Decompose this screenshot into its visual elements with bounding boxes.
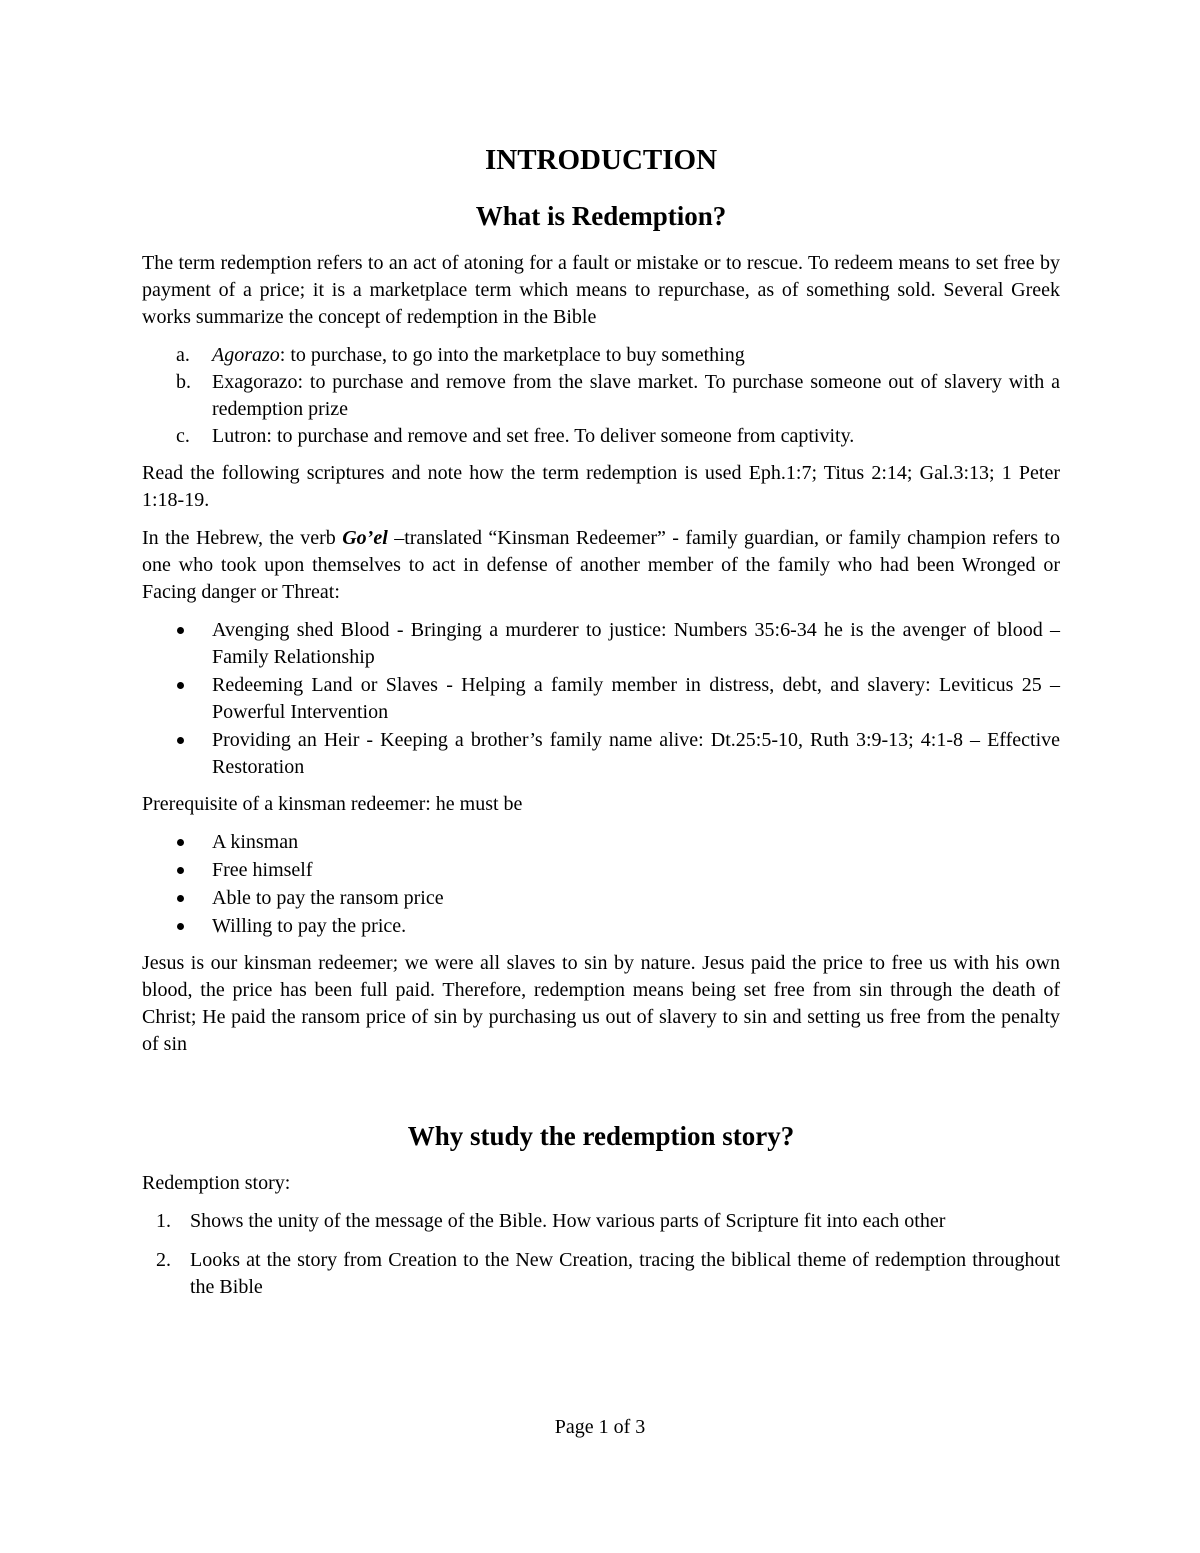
bullet-icon [177,627,184,634]
list-item [142,423,1060,450]
redemption-definition-paragraph: The term redemption refers to an act of atoning for a fault or mistake or to rescue. To redeem means to set free by payment of a price; it is a marketplace term which means to repurchase, as of something sold. Several Greek works summarize the concept of redemption in the Bible [142,252,1060,328]
list-item-text: Redeeming Land or Slaves - Helping a family member in distress, debt, and slavery: Leviticus 25 – Powerful Intervention [212,674,1060,723]
greek-terms-list [142,342,1060,450]
kinsman-roles-list [142,617,1060,781]
list-marker: a. [176,344,190,366]
list-item-text: : to purchase, to go into the marketplace to buy something [279,344,745,366]
list-item-text: Looks at the story from Creation to the New Creation, tracing the biblical theme of redemption throughout the Bible [190,1249,1060,1298]
paragraph-text: In the Hebrew, the verb [142,527,343,549]
list-item-text: Providing an Heir - Keeping a brother’s family name alive: Dt.25:5-10, Ruth 3:9-13; 4:1-8 – Effective Restoration [212,729,1060,778]
list-item-text: Lutron: to purchase and remove and set free. To deliver someone from captivity. [212,425,855,447]
greek-term: Agorazo [212,344,280,366]
list-item-text: Exagorazo: to purchase and remove from the slave market. To purchase someone out of slavery with a redemption prize [212,371,1060,420]
bullet-icon [177,895,184,902]
prerequisites-list [142,829,1060,940]
reasons-list [142,1208,1060,1301]
list-item [142,672,1060,726]
conclusion-paragraph: Jesus is our kinsman redeemer; we were all slaves to sin by nature. Jesus paid the price to free us with his own blood, the price has been full paid. Therefore, redemption means being set free from sin through the death of Christ; He paid the ransom price of sin by purchasing us out of slavery to sin and setting us free from the penalty of sin [142,952,1060,1055]
list-marker: c. [176,425,190,447]
redemption-story-intro: Redemption story: [142,1172,291,1194]
list-item-text: Free himself [212,859,313,881]
page-content [142,138,1060,1313]
bullet-icon [177,839,184,846]
list-marker: b. [176,371,191,393]
bullet-icon [177,923,184,930]
list-item [142,1247,1060,1301]
bullet-icon [177,682,184,689]
list-item [142,829,1060,856]
section-heading-what-is-redemption: What is Redemption? [475,201,727,231]
list-item-text: Willing to pay the price. [212,915,407,937]
list-item-text: A kinsman [212,831,299,853]
list-item [142,727,1060,781]
list-item-text: Able to pay the ransom price [212,887,444,909]
hebrew-goel-paragraph [142,525,1060,606]
list-item [142,857,1060,884]
list-item [142,342,1060,369]
list-item [142,369,1060,423]
list-item [142,913,1060,940]
list-item [142,885,1060,912]
page-number: Page 1 of 3 [554,1416,646,1438]
list-item-text: Shows the unity of the message of the Bible. How various parts of Scripture fit into each other [190,1210,946,1232]
list-item [142,617,1060,671]
prerequisite-intro: Prerequisite of a kinsman redeemer: he must be [142,793,523,815]
bullet-icon [177,867,184,874]
list-marker: 1. [156,1210,171,1232]
list-marker: 2. [156,1249,171,1271]
list-item [142,1208,1060,1235]
bullet-icon [177,737,184,744]
hebrew-term: Go’el [342,527,388,549]
list-item-text: Avenging shed Blood - Bringing a murderer to justice: Numbers 35:6-34 he is the avenger of blood – Family Relationship [212,619,1060,668]
paragraph-text: –translated “Kinsman Redeemer” - family guardian, or family champion refers to one who took upon themselves to act in defense of another member of the family who had been Wronged or Facing danger or Threat: [142,527,1060,603]
document-title: INTRODUCTION [484,144,718,176]
scriptures-paragraph: Read the following scriptures and note how the term redemption is used Eph.1:7; Titus 2:14; Gal.3:13; 1 Peter 1:18-19. [142,462,1060,511]
section-heading-why-study: Why study the redemption story? [407,1121,795,1151]
